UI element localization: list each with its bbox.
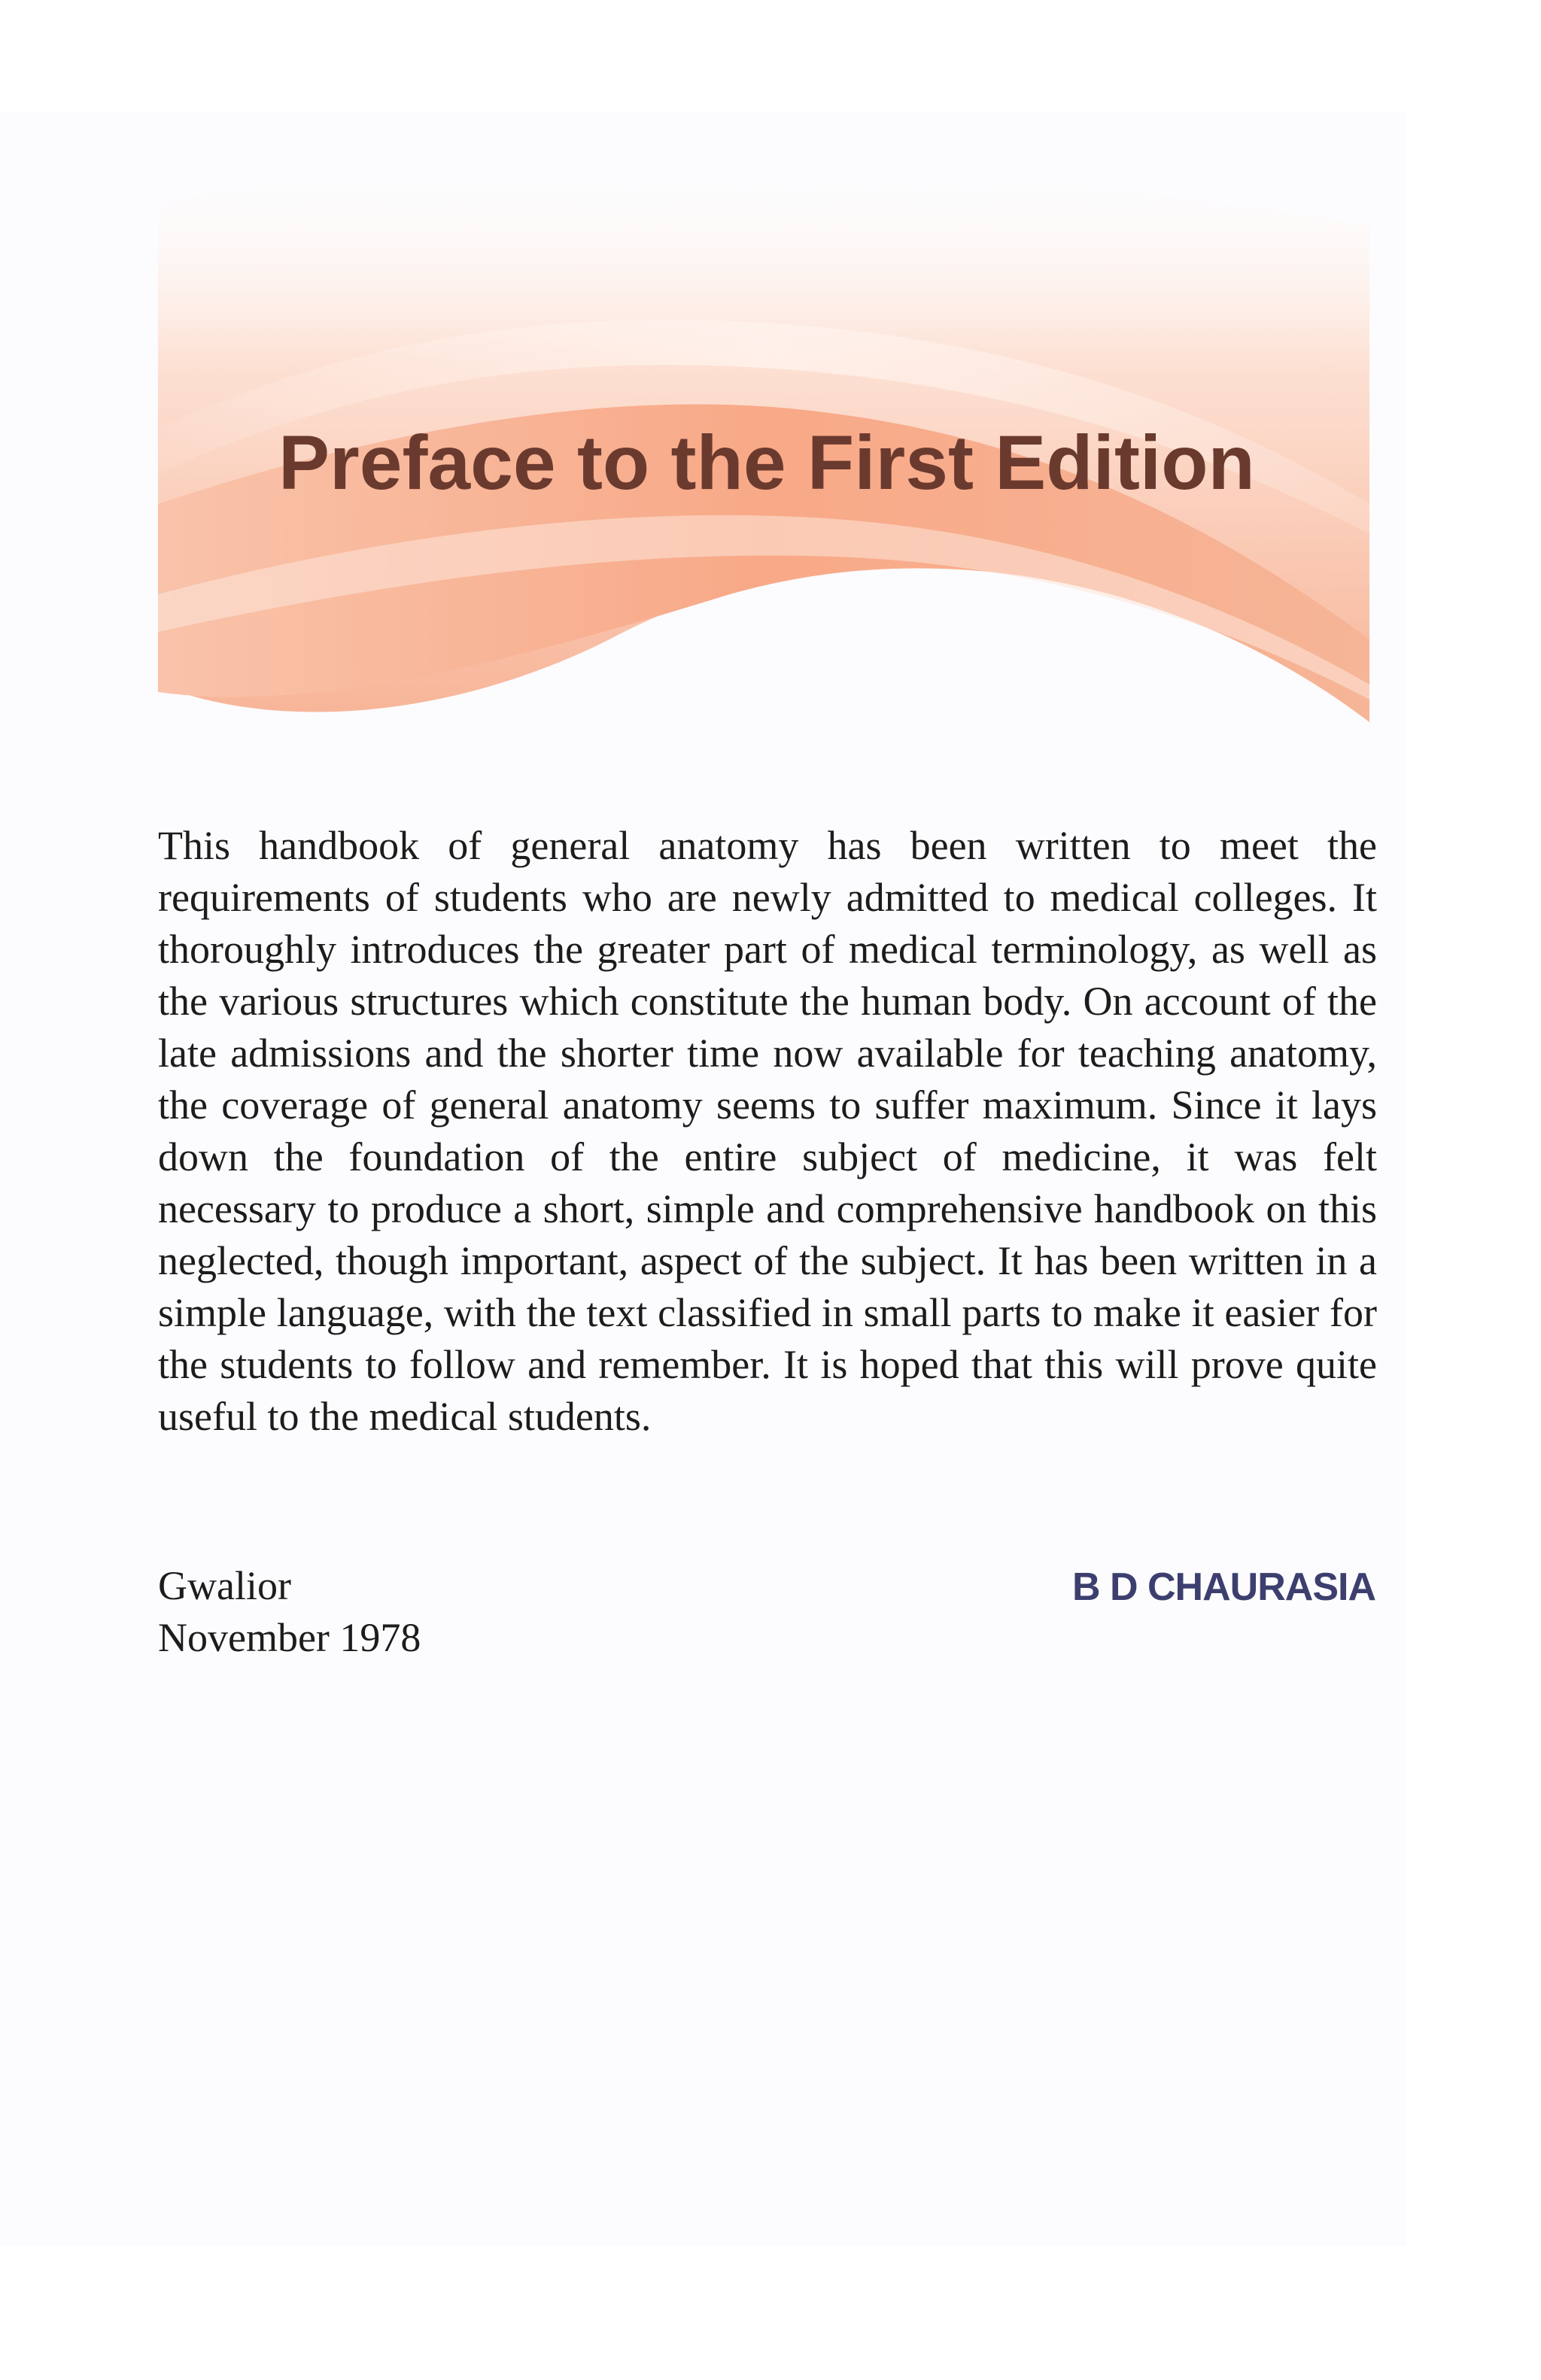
signature-date: November 1978 xyxy=(158,1615,421,1660)
signature-place: Gwalior xyxy=(158,1563,291,1608)
page-title: Preface to the First Edition xyxy=(278,420,1255,505)
author-name: B D CHAURASIA xyxy=(1072,1565,1375,1609)
preface-body: This handbook of general anatomy has been written to meet the requirements of students who are newly admitted to medical colleges. It thoroughly introduces the greater part of medical terminology, as well as the various structures which constitute the human body. On account of the late admissions and the shorter time now available for teaching anatomy, the coverage of general anatomy seems to suffer maximum. Since it lays down the foundation of the entire subject of medicine, it was felt necessary to produce a short, simple and comprehensive handbook on this neglected, though important, aspect of the subject. It has been written in a simple language, with the text classified in small parts to make it easier for the students to follow and remember. It is hoped that this will prove quite useful to the medical students. xyxy=(158,823,1377,1439)
